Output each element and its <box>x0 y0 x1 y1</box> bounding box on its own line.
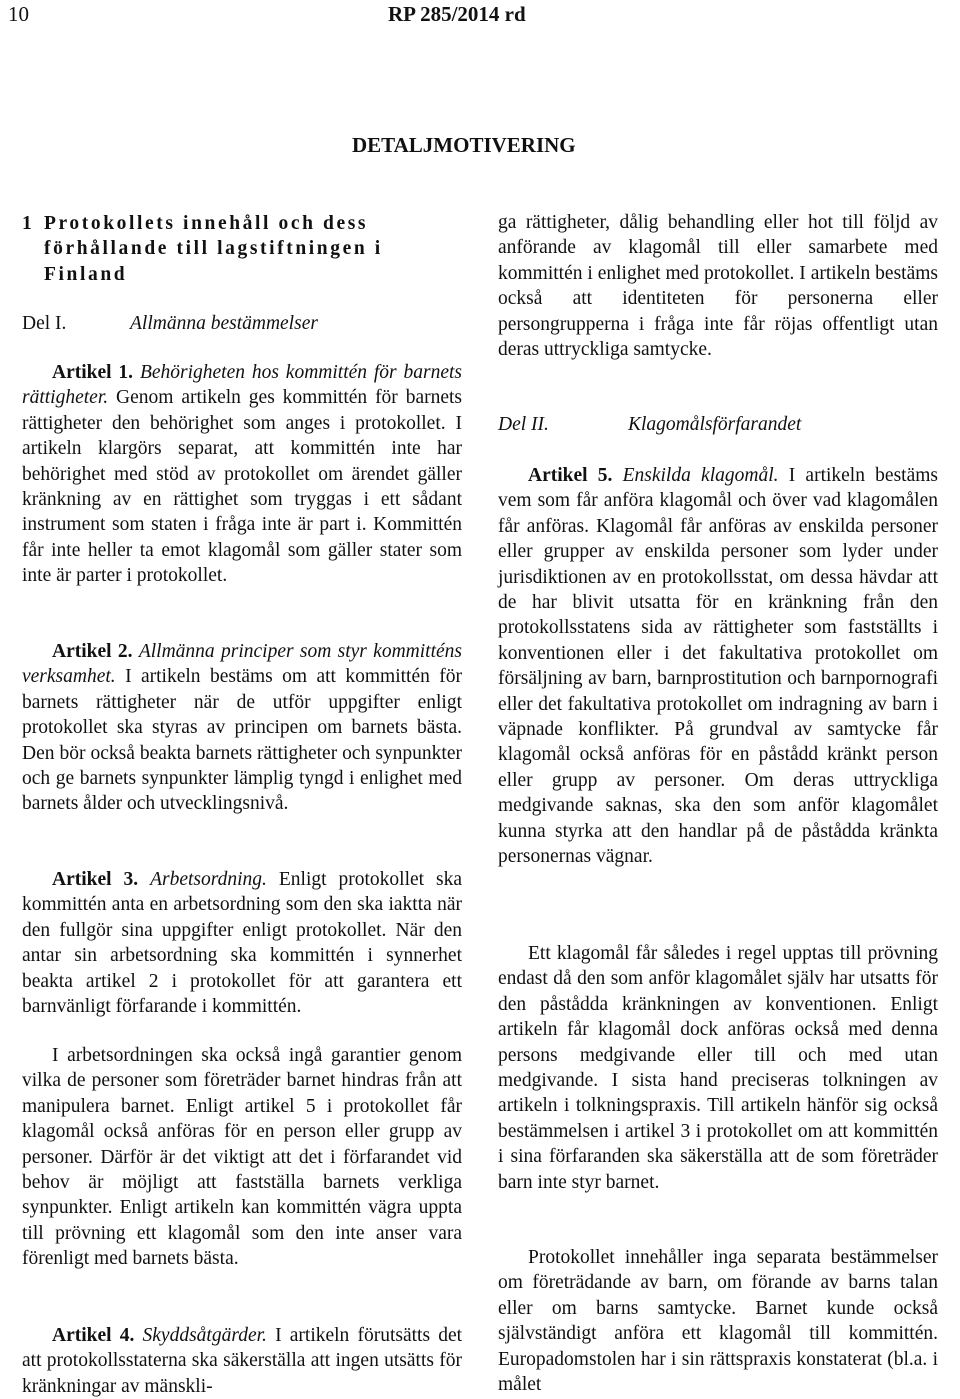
arbetsordning-paragraph: I arbetsordningen ska också ingå garantier genom vilka de personer som företräder barnet hindras från att manipulera barnet. Enligt artikel 5 i protokollet får klagomål också anföras för en person eller grupp av personer. Därför är det viktigt att det i förfarandet vid behov är möjligt att fastställa barnets verkliga synpunkter. Enligt artikeln kan kommittén vägra uppta till prövning ett klagomål som den inte anser vara förenligt med barnets bästa. <box>22 1045 462 1270</box>
section-number: 1 <box>22 213 32 234</box>
part-1-title: Allmänna bestämmelser <box>130 313 318 334</box>
article-2-title: Allmänna principer som styr kommitténs verksamhet. <box>22 641 463 688</box>
section-heading <box>22 211 383 287</box>
main-heading: DETALJMOTIVERING <box>352 133 576 157</box>
article-5-text: I artikeln bestäms vem som får anföra klagomål och över vad klagomålen får anföras. Klagomål får anföras av enskilda personer eller grupper av enskilda personer som lyder under jurisdiktionen av en protokollsstat, om dessa hävdar att de har blivit utsatta för en kränkning från den protokollsstatens sida av rättigheter som fastställts i konventionen eller i det fakultativa protokollet om försäljning av barn, barnprostitution och barnpornografi eller det fakultativa protokollet om indragning av barn i väpnade konflikter. På grundval av samtycke får klagomål också anföras för en påstådd kränkt person eller grupp av personer. Om deras uttryckliga medgivande saknas, ska den som anför klagomålet kunna styrka att den handlar på de påstådda kränkta personernas vägnar. <box>498 465 938 868</box>
article-3-head: Artikel 3. <box>52 869 139 890</box>
article-2 <box>22 639 462 817</box>
page-number: 10 <box>8 2 29 26</box>
article-1-head: Artikel 1. <box>52 362 134 383</box>
article-3-text: Enligt protokollet ska kommittén anta en arbetsordning som den ska iaktta när den fullgör sina uppgifter enligt protokollet. När den antar sin arbetsordning ska kommittén i synnerhet beakta artikel 2 i protokollet för att garantera ett barnvänligt förfarande i kommittén. <box>22 869 462 1018</box>
article-2-text: I artikeln bestäms om att kommittén för barnets rättigheter när de utför uppgifter enligt protokollet ska styras av principen om barnets bästa. Den bör också beakta barnets rättigheter och synpunkter och ge barnets synpunkter lämplig tyngd i enlighet med barnets ålder och utvecklingsnivå. <box>22 666 463 815</box>
article-4-title: Skyddsåtgärder. <box>142 1325 267 1346</box>
article-4 <box>22 1323 462 1399</box>
article-5-head: Artikel 5. <box>528 465 613 486</box>
section-title-line-3: Finland <box>44 263 128 285</box>
article-2-head: Artikel 2. <box>52 641 133 662</box>
part-1-label: Del I. <box>22 313 67 334</box>
section-title-line-2: förhållande till lagstiftningen i <box>44 238 383 260</box>
article-1 <box>22 360 462 589</box>
part-1-heading <box>22 311 318 336</box>
document-id: RP 285/2014 rd <box>388 2 526 26</box>
part-2-heading <box>498 412 801 437</box>
part-2-label: Del II. <box>498 414 549 435</box>
provning-paragraph: Ett klagomål får således i regel upptas till prövning endast då den som anför klagomålet själv har utsatts för den påstådda kränkningen av konventionen. Enligt artikeln får klagomål dock anföras också med denna persons medgivande eller till och med utan medgivande. I sista hand preciseras tolkningen av artikeln i tolkningspraxis. Till artikeln hänför sig också bestämmelsen i artikel 3 i protokollet om att kommittén i sina förfaranden ska säkerställa att de som företräder barn inte styr barnet. <box>498 943 938 1193</box>
article-4-head: Artikel 4. <box>52 1325 135 1346</box>
continued-paragraph: ga rättigheter, dålig behandling eller hot till följd av anförande av klagomål till eller samarbete med kommittén i enlighet med protokollet. I artikeln bestäms också att identiteten för personerna eller persongrupperna i fråga inte får röjas offentligt utan deras uttryckliga samtycke. <box>498 212 938 361</box>
part-2-title: Klagomålsförfarandet <box>628 414 802 435</box>
article-3 <box>22 867 462 1019</box>
article-4-text: I artikeln förutsätts det att protokollsstaterna ska säkerställa att ingen utsätts för kränkningar av mänskli- <box>22 1325 463 1397</box>
article-3-title: Arbetsordning. <box>150 869 267 890</box>
article-1-title: Behörigheten hos kommittén för barnets rättigheter. <box>22 362 463 409</box>
section-title-line-1: Protokollets innehåll och dess <box>44 213 369 234</box>
protokollet-paragraph: Protokollet innehåller inga separata bestämmelser om företrädande av barn, om förande av barns talan eller om barns samtycke. Barnet kunde också självständigt anföra ett klagomål till kommittén. Europadomstolen har i sin rättspraxis konstaterat (bl.a. i målet <box>498 1247 938 1396</box>
article-1-text: Genom artikeln ges kommittén för barnets rättigheter den behörighet som anges i protokollet. I artikeln klargörs separat, att kommittén inte har behörighet med stöd av protokollet om ärendet gäller kränkning av en rättighet som tryggas i ett sådant instrument som staten i fråga inte är part i. Kommittén får inte heller ta emot klagomål som gäller stater som inte är parter i protokollet. <box>22 387 463 587</box>
article-5 <box>498 463 938 870</box>
article-5-title: Enskilda klagomål. <box>622 465 779 486</box>
